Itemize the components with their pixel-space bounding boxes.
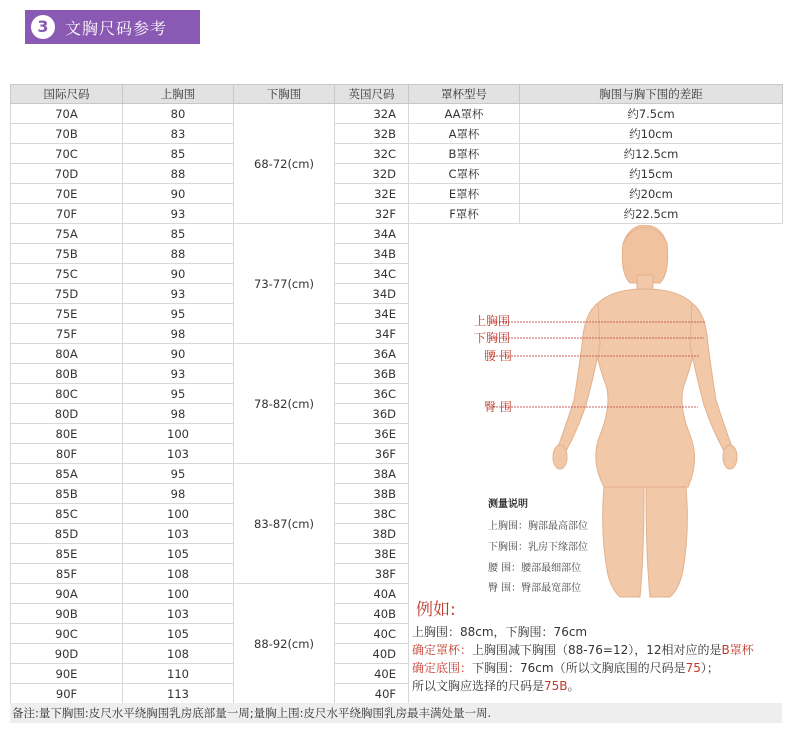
cell-upper-bust: 100 bbox=[123, 584, 234, 604]
cell-uk-size: 32F bbox=[335, 204, 409, 224]
cell-intl-size: 85B bbox=[11, 484, 123, 504]
cell-upper-bust: 95 bbox=[123, 304, 234, 324]
cell-cup-type: E罩杯 bbox=[409, 184, 520, 204]
cell-upper-bust: 105 bbox=[123, 544, 234, 564]
cell-upper-bust: 100 bbox=[123, 504, 234, 524]
example-cup-text: 上胸围减下胸围（88-76=12），12相对应的是 bbox=[472, 643, 722, 657]
cell-upper-bust: 80 bbox=[123, 104, 234, 124]
cell-intl-size: 90E bbox=[11, 664, 123, 684]
cell-upper-bust: 93 bbox=[123, 284, 234, 304]
table-row bbox=[11, 124, 783, 144]
cell-uk-size: 36E bbox=[335, 424, 409, 444]
note-waist: 腰 围：腰部最细部位 bbox=[488, 563, 582, 574]
body-silhouette-icon bbox=[408, 225, 782, 605]
example-line-2 bbox=[412, 641, 754, 658]
cell-intl-size: 90F bbox=[11, 684, 123, 704]
example-final-text: 所以文胸应选择的尺码是 bbox=[412, 679, 545, 693]
cell-upper-bust: 85 bbox=[123, 144, 234, 164]
cell-upper-bust: 103 bbox=[123, 524, 234, 544]
footer-note: 备注:量下胸围:皮尺水平绕胸围乳房底部量一周;量胸上围:皮尺水平绕胸围乳房最丰满处量一周. bbox=[10, 703, 782, 723]
label-waist: 腰 围 bbox=[484, 349, 512, 363]
cell-upper-bust: 108 bbox=[123, 644, 234, 664]
cell-intl-size: 85C bbox=[11, 504, 123, 524]
cell-intl-size: 80C bbox=[11, 384, 123, 404]
table-row bbox=[11, 184, 783, 204]
section-number: 3 bbox=[31, 15, 55, 39]
example-final-end: 。 bbox=[567, 679, 580, 693]
cell-intl-size: 85A bbox=[11, 464, 123, 484]
cell-intl-size: 70A bbox=[11, 104, 123, 124]
cell-upper-bust: 105 bbox=[123, 624, 234, 644]
cell-intl-size: 90B bbox=[11, 604, 123, 624]
cell-upper-bust: 98 bbox=[123, 484, 234, 504]
note-hip: 臀 围：臀部最宽部位 bbox=[488, 583, 582, 594]
cell-upper-bust: 90 bbox=[123, 184, 234, 204]
cell-upper-bust: 95 bbox=[123, 384, 234, 404]
example-cup-result: B罩杯 bbox=[721, 643, 754, 657]
cell-intl-size: 70C bbox=[11, 144, 123, 164]
body-figure-panel bbox=[408, 225, 782, 703]
cell-intl-size: 90C bbox=[11, 624, 123, 644]
cell-cup-type: B罩杯 bbox=[409, 144, 520, 164]
header-intl-size: 国际尺码 bbox=[11, 85, 123, 104]
cell-intl-size: 80A bbox=[11, 344, 123, 364]
cell-under-bust: 88-92(cm) bbox=[234, 584, 335, 704]
cell-intl-size: 75E bbox=[11, 304, 123, 324]
cell-uk-size: 40F bbox=[335, 684, 409, 704]
label-under-bust: 下胸围 bbox=[474, 331, 511, 345]
cell-intl-size: 85F bbox=[11, 564, 123, 584]
example-line-1: 上胸围：88cm，下胸围：76cm bbox=[412, 625, 588, 639]
section-header bbox=[25, 10, 200, 44]
header-upper-bust: 上胸围 bbox=[123, 85, 234, 104]
cell-intl-size: 70F bbox=[11, 204, 123, 224]
cell-uk-size: 38B bbox=[335, 484, 409, 504]
cell-uk-size: 34B bbox=[335, 244, 409, 264]
cell-intl-size: 70B bbox=[11, 124, 123, 144]
table-row bbox=[11, 204, 783, 224]
cell-uk-size: 40C bbox=[335, 624, 409, 644]
cell-cup-type: F罩杯 bbox=[409, 204, 520, 224]
cell-intl-size: 90D bbox=[11, 644, 123, 664]
cell-under-bust: 68-72(cm) bbox=[234, 104, 335, 224]
cell-upper-bust: 88 bbox=[123, 164, 234, 184]
cell-cup-type: AA罩杯 bbox=[409, 104, 520, 124]
cell-uk-size: 38D bbox=[335, 524, 409, 544]
cell-uk-size: 32A bbox=[335, 104, 409, 124]
cell-cup-type: C罩杯 bbox=[409, 164, 520, 184]
example-band-text: 下胸围：76cm（所以文胸底围的尺码是 bbox=[472, 661, 686, 675]
table-row bbox=[11, 144, 783, 164]
cell-upper-bust: 90 bbox=[123, 264, 234, 284]
cell-upper-bust: 83 bbox=[123, 124, 234, 144]
cell-intl-size: 80D bbox=[11, 404, 123, 424]
example-final-size: 75B bbox=[544, 679, 568, 693]
cell-difference: 约12.5cm bbox=[520, 144, 783, 164]
section-title: 文胸尺码参考 bbox=[65, 19, 168, 38]
label-upper-bust: 上胸围 bbox=[474, 314, 511, 328]
cell-difference: 约7.5cm bbox=[520, 104, 783, 124]
cell-uk-size: 32E bbox=[335, 184, 409, 204]
cell-under-bust: 78-82(cm) bbox=[234, 344, 335, 464]
label-hip: 臀 围 bbox=[484, 400, 512, 414]
cell-uk-size: 38E bbox=[335, 544, 409, 564]
cell-intl-size: 75C bbox=[11, 264, 123, 284]
cell-uk-size: 34A bbox=[335, 224, 409, 244]
cell-uk-size: 40D bbox=[335, 644, 409, 664]
table-header-row bbox=[11, 85, 783, 104]
cell-upper-bust: 103 bbox=[123, 604, 234, 624]
cell-upper-bust: 88 bbox=[123, 244, 234, 264]
cell-difference: 约20cm bbox=[520, 184, 783, 204]
cell-upper-bust: 110 bbox=[123, 664, 234, 684]
note-upper: 上胸围：胸部最高部位 bbox=[488, 521, 588, 532]
note-title: 测量说明 bbox=[488, 499, 528, 510]
cell-intl-size: 90A bbox=[11, 584, 123, 604]
cell-intl-size: 75B bbox=[11, 244, 123, 264]
example-band-label: 确定底围： bbox=[412, 661, 473, 675]
header-under-bust: 下胸围 bbox=[234, 85, 335, 104]
header-difference: 胸围与胸下围的差距 bbox=[520, 85, 783, 104]
cell-uk-size: 34C bbox=[335, 264, 409, 284]
table-row bbox=[11, 164, 783, 184]
cell-uk-size: 34E bbox=[335, 304, 409, 324]
cell-under-bust: 83-87(cm) bbox=[234, 464, 335, 584]
cell-uk-size: 32D bbox=[335, 164, 409, 184]
cell-difference: 约22.5cm bbox=[520, 204, 783, 224]
cell-intl-size: 75A bbox=[11, 224, 123, 244]
cell-upper-bust: 103 bbox=[123, 444, 234, 464]
header-uk-size: 英国尺码 bbox=[335, 85, 409, 104]
cell-uk-size: 40E bbox=[335, 664, 409, 684]
cell-upper-bust: 113 bbox=[123, 684, 234, 704]
cell-intl-size: 85D bbox=[11, 524, 123, 544]
example-line-3 bbox=[412, 659, 719, 676]
cell-upper-bust: 90 bbox=[123, 344, 234, 364]
header-cup-type: 罩杯型号 bbox=[409, 85, 520, 104]
cell-uk-size: 36B bbox=[335, 364, 409, 384]
cell-upper-bust: 95 bbox=[123, 464, 234, 484]
cell-intl-size: 70D bbox=[11, 164, 123, 184]
example-cup-label: 确定罩杯： bbox=[412, 643, 473, 657]
cell-intl-size: 80F bbox=[11, 444, 123, 464]
cell-upper-bust: 98 bbox=[123, 404, 234, 424]
cell-intl-size: 80B bbox=[11, 364, 123, 384]
example-title: 例如: bbox=[416, 600, 456, 620]
cell-upper-bust: 93 bbox=[123, 204, 234, 224]
cell-uk-size: 34D bbox=[335, 284, 409, 304]
cell-uk-size: 32C bbox=[335, 144, 409, 164]
cell-intl-size: 75F bbox=[11, 324, 123, 344]
cell-uk-size: 36A bbox=[335, 344, 409, 364]
cell-intl-size: 75D bbox=[11, 284, 123, 304]
cell-upper-bust: 85 bbox=[123, 224, 234, 244]
example-line-4 bbox=[412, 677, 580, 694]
cell-cup-type: A罩杯 bbox=[409, 124, 520, 144]
cell-upper-bust: 108 bbox=[123, 564, 234, 584]
cell-uk-size: 38A bbox=[335, 464, 409, 484]
cell-difference: 约10cm bbox=[520, 124, 783, 144]
cell-under-bust: 73-77(cm) bbox=[234, 224, 335, 344]
example-band-end: ）； bbox=[700, 661, 719, 675]
cell-upper-bust: 93 bbox=[123, 364, 234, 384]
example-band-result: 75 bbox=[685, 661, 701, 675]
cell-uk-size: 40B bbox=[335, 604, 409, 624]
cell-intl-size: 85E bbox=[11, 544, 123, 564]
table-row bbox=[11, 104, 783, 124]
cell-upper-bust: 98 bbox=[123, 324, 234, 344]
cell-uk-size: 34F bbox=[335, 324, 409, 344]
cell-uk-size: 38F bbox=[335, 564, 409, 584]
cell-difference: 约15cm bbox=[520, 164, 783, 184]
cell-uk-size: 36C bbox=[335, 384, 409, 404]
cell-intl-size: 80E bbox=[11, 424, 123, 444]
cell-uk-size: 38C bbox=[335, 504, 409, 524]
cell-uk-size: 32B bbox=[335, 124, 409, 144]
cell-intl-size: 70E bbox=[11, 184, 123, 204]
note-under: 下胸围：乳房下缘部位 bbox=[488, 542, 588, 553]
cell-uk-size: 36F bbox=[335, 444, 409, 464]
cell-uk-size: 36D bbox=[335, 404, 409, 424]
cell-uk-size: 40A bbox=[335, 584, 409, 604]
cell-upper-bust: 100 bbox=[123, 424, 234, 444]
